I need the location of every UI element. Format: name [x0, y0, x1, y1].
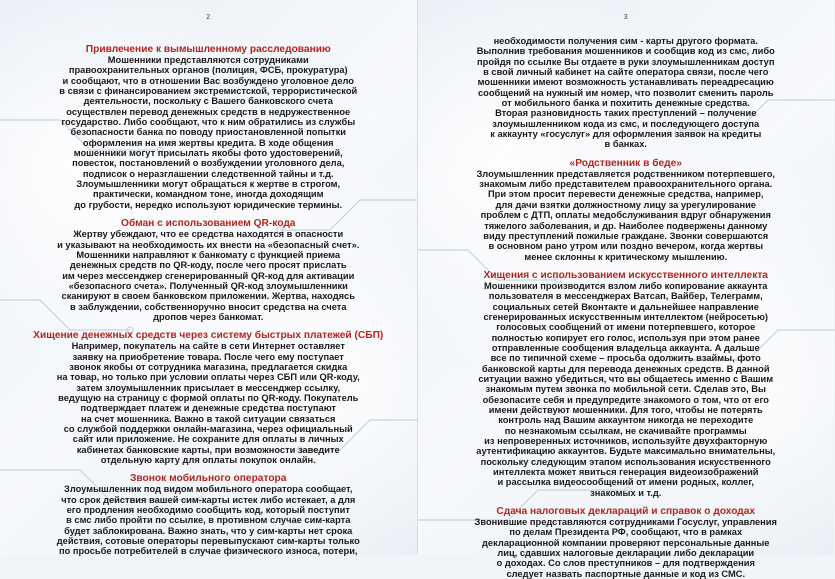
section-line: от мобильного банка и похитить денежные средства.	[501, 98, 750, 109]
section-line: имени действуют мошенники. Для того, чтобы не потерять	[488, 405, 763, 415]
section-line: отправленные сообщения владельца аккаунта. А дальше	[491, 342, 760, 353]
section-line: по делам Президента РФ, сообщают, что в рамках	[509, 527, 743, 538]
section-line: безопасности банка по поводу приостановленной попытки	[70, 127, 346, 138]
section-line: «безопасного счета». Полученный QR-код злоумышленники	[68, 280, 348, 291]
section-line: им через мессенджер сгенерированный QR-код для активации	[62, 270, 355, 281]
section-line: и рассылка видеосообщений от имени родных, коллег,	[497, 477, 754, 488]
section-title: Привлечение к вымышленному расследованию	[85, 44, 331, 55]
section-line: заявку на приобретение товара. После чего ему поступает	[72, 351, 344, 362]
page-content	[426, 36, 827, 579]
section-line: Например, покупатель на сайте в сети Интернет оставляет	[71, 341, 345, 352]
section-line: и указывают на необходимость их внести на «безопасный счет».	[57, 239, 360, 250]
section-line: дропов через банкомат.	[153, 311, 264, 322]
section-line: декларационной компании проверяют персональные данные	[482, 537, 770, 548]
section-line: по незнакомым ссылкам, не скачивайте программы	[504, 425, 747, 436]
section-line: подписок о неразглашении следственной тайны и т.д.	[82, 168, 334, 179]
section-line: Вторая разновидность таких преступлений – получение	[495, 108, 757, 119]
section-line: со службой поддержки онлайн-магазина, через официальный	[63, 424, 353, 434]
section-line: к аккаунту «госуслуг» для оформления заявок на кредиты	[490, 129, 762, 140]
section-line: При этом просит перевести денежные средства, например,	[488, 189, 764, 200]
section-line: в свой личный кабинет на сайте оператора связи, после чего	[483, 67, 769, 78]
section-line: из непроверенных источников, используйте двухфакторную	[484, 436, 768, 447]
section-line: Мошенники представляются сотрудниками	[107, 55, 309, 65]
section-line: действия, сотовые операторы перевыпускают сим-карты только	[56, 536, 360, 547]
section-line: осуществлен перевод денежных средств в недружественное	[66, 106, 351, 117]
section-title: «Родственник в беде»	[569, 157, 682, 169]
section-line: поскольку следующим этапом использования искусственного	[480, 456, 771, 467]
section-line: в связи с финансированием экстремистской, террористической	[59, 86, 358, 97]
section-line: затем злоумышленник присылает в мессенджер ссылку,	[76, 382, 341, 393]
section-line: Жертву убеждают, что ее средства находятся в опасности	[73, 229, 344, 240]
section-line: его продления необходимо сообщить код, который поступит	[66, 505, 350, 516]
page-right	[418, 0, 835, 579]
section-line: необходимости получения сим - карты другого формата.	[493, 36, 758, 46]
section-line: звонок якобы от сотрудника магазина, предлагается скидка	[69, 361, 348, 372]
page-content	[8, 44, 409, 557]
section-line: знакомым путем звонка по мобильной сети. Сделав это, Вы	[485, 384, 766, 395]
section-line: все по типичной схеме – просьба одолжить взаймы, фото	[490, 353, 761, 364]
section-line: тяжелого заболевания, и др. Наиболее подвержены данному	[484, 220, 768, 231]
section-line: знакомых и т.д.	[590, 487, 662, 498]
section-line: сканируют в своем банковском приложении. Жертва, находясь	[61, 291, 355, 302]
section-title: Хищение денежных средств через систему быстрых платежей (СБП)	[33, 330, 384, 342]
section-line: до грубости, нередко используют юридические термины.	[74, 199, 343, 210]
section-title: Хищения с использованием искусственного интеллекта	[483, 269, 768, 281]
section-line: отдельную карту для оплаты покупок онлайн.	[100, 455, 316, 466]
section-line: о доходах. Со слов преступников – для подтверждения	[496, 558, 755, 569]
section-line: государство. Либо сообщают, что к ним обратились из службы	[61, 117, 356, 128]
section-line: знакомым либо представителем правоохранительного органа.	[479, 179, 773, 190]
section-line: сгенерированных искусственным интеллектом (нейросетью)	[483, 311, 769, 322]
page-number: 3	[623, 14, 628, 21]
section-line: в смс либо пройти по ссылке, в противном случае сим-карта	[66, 515, 351, 526]
section-line: Злоумышленник под видом мобильного оператора сообщает,	[64, 484, 353, 495]
section-line: следует назвать паспортные данные и код из СМС.	[506, 568, 746, 579]
section-line: ситуации важно убедиться, что вы общаетесь именно с Вашим	[478, 373, 774, 384]
section-line: по просьбе потребителей в случае физического износа, потери,	[58, 546, 358, 557]
section-line: полностью копирует его голос, используя при этом ранее	[491, 332, 760, 343]
section-line: что срок действия вашей сим-карты истек либо истекает, а для	[61, 494, 356, 505]
section-line: и сообщают, что в отношении Вас возбуждено уголовное дело	[62, 75, 354, 86]
section-line: Мошенники направляют к банкомату с функцией приема	[76, 249, 341, 260]
page-left	[0, 0, 418, 555]
section-line: в заблуждении, собственноручно вносит средства на счета	[69, 301, 347, 312]
section-line: банковской карты для перевода денежных средств. В данной	[481, 363, 770, 374]
section-line: социальных сетей Вконтакте и дальнейшее направление	[492, 301, 759, 312]
section-line: для дачи взятки должностному лицу за урегулирование	[495, 199, 756, 210]
section-line: злоумышленником кода из смс, и последующего доступа	[492, 118, 760, 129]
section-line: на счет мошенника. Важно в такой ситуации связаться	[81, 413, 336, 424]
section-line: лиц, сдавших налоговые декларации либо декларации	[497, 548, 755, 559]
section-title: Сдача налоговых деклараций и справок о доходах	[496, 506, 756, 518]
section-line: Злоумышленники могут обращаться к жертве в строгом,	[76, 179, 341, 190]
section-line: менее склонны к критическому мышлению.	[524, 251, 728, 262]
section-line: виду преступлений пожилые граждане. Звонки совершаются	[483, 230, 769, 241]
section-line: пройдя по ссылке Вы отдаете в руки злоумышленникам доступ	[477, 56, 775, 67]
section-line: Злоумышленник представляется родственником потерпевшего,	[476, 168, 776, 179]
section-line: правоохранительных органов (полиция, ФСБ, прокуратура)	[68, 65, 348, 76]
section-line: на товар, но только при условии оплаты через СБП или QR-коду,	[56, 372, 360, 383]
section-line: сайт или приложение. Не сохраните для оплаты в личных	[72, 434, 344, 445]
section-line: кабинетах банковские карты, при возможности заведите	[76, 444, 340, 455]
section-title: Звонок мобильного оператора	[130, 473, 287, 485]
section-title: Обман с использованием QR-кода	[121, 218, 296, 230]
section-line: ведущую на страницу с формой оплаты по QR-коду. Покупатель	[58, 392, 359, 403]
page-number: 2	[206, 14, 211, 21]
section-line: интеллекта может явиться генерация видеоизображений	[493, 467, 759, 478]
section-line: Звонившие представляются сотрудниками Госуслуг, управления	[474, 517, 777, 528]
section-line: Выполнив требования мошенников и сообщив код из смс, либо	[476, 46, 775, 57]
section-line: аутентификацию аккаунтов. Будьте максимально внимательны,	[476, 446, 776, 457]
section-line: Мошенники производится взлом либо копирование аккаунта	[484, 280, 768, 291]
section-line: подтверждает платеж и денежные средства поступают	[80, 403, 336, 414]
section-line: пользователя в мессенджерах Ватсап, Вайбер, Телеграмм,	[488, 291, 763, 302]
section-line: повесток, постановлений о возбуждении уголовного дела,	[72, 158, 345, 169]
section-line: оформления на имя жертвы кредита. В ходе общения	[82, 137, 334, 148]
section-line: мошенники имеют возможность устанавливать переадресацию	[477, 77, 774, 88]
section-line: контроль над Вашим аккаунтом никогда не переходите	[498, 415, 754, 426]
section-line: обезопасите себя и предупредите знакомого о том, что от его	[482, 394, 769, 405]
section-line: в банках.	[604, 139, 647, 150]
section-line: в основном рано утром или поздно вечером, когда жертвы	[488, 241, 764, 252]
section-line: голосовых сообщений от имени потерпевшего, которое	[496, 322, 756, 333]
section-line: проблем с ДТП, оплаты медобслуживания вдруг обнаружения	[480, 210, 771, 221]
section-line: практически, командном тоне, иногда доходящим	[92, 189, 324, 200]
section-line: мошенники могут присылать якобы фото удостоверений,	[73, 148, 343, 159]
section-line: сообщений на нужный им номер, что позволит сменить пароль	[478, 87, 774, 98]
section-line: будет заблокирована. Важно знать, что у сим-карты нет срока	[64, 525, 353, 536]
section-line: денежных средств по QR-коду, после чего просят прислать	[69, 260, 347, 271]
section-line: деятельности, поскольку с Вашего банковского счета	[83, 96, 333, 107]
